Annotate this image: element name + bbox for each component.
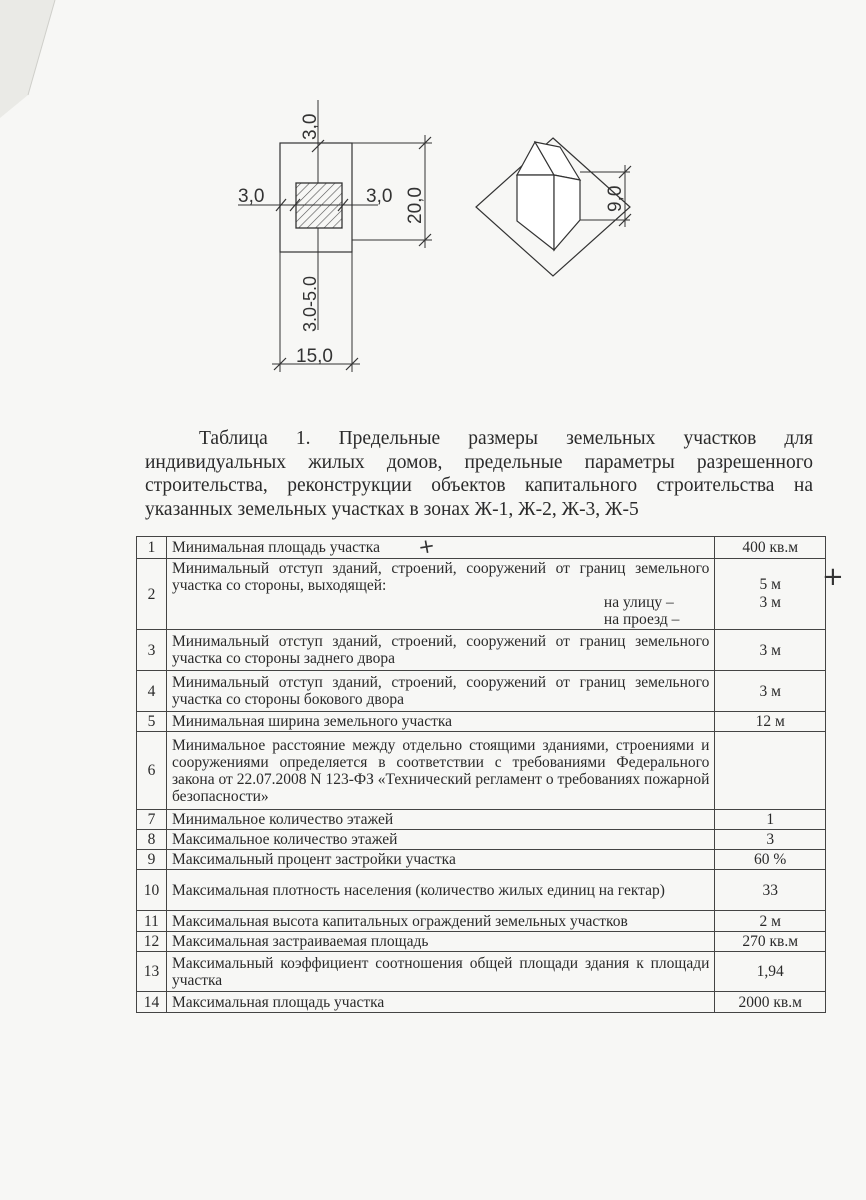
row-value: 1,94 <box>715 952 826 992</box>
table-row <box>137 630 826 671</box>
row-text: Минимальный отступ зданий, строений, сооружений от границ земельного участка со стороны заднего двора <box>166 630 714 671</box>
table-row <box>137 911 826 932</box>
table-row <box>137 732 826 810</box>
row-text: Максимальное количество этажей <box>166 830 714 850</box>
row-value <box>715 732 826 810</box>
row-value: 3 <box>715 830 826 850</box>
row-value: 2 м <box>715 911 826 932</box>
row-values <box>715 559 826 630</box>
row-number: 9 <box>137 850 167 870</box>
building-height-label: 9,0 <box>605 185 626 212</box>
row-number: 10 <box>137 870 167 911</box>
table-row <box>137 671 826 712</box>
row-text: Максимальный процент застройки участка <box>166 850 714 870</box>
row-number: 1 <box>137 537 167 559</box>
dim-width-label: 15,0 <box>296 346 333 367</box>
direction-driveway: на проезд – <box>603 611 680 628</box>
row-text: Минимальная площадь участка <box>166 537 714 559</box>
row-number: 5 <box>137 712 167 732</box>
row-value: 2000 кв.м <box>715 992 826 1013</box>
table-row <box>137 810 826 830</box>
direction-street: на улицу – <box>603 594 674 611</box>
row-text: Минимальный отступ зданий, строений, сооружений от границ земельного участка со стороны бокового двора <box>166 671 714 712</box>
value-driveway: 3 м <box>759 594 781 611</box>
row-number: 3 <box>137 630 167 671</box>
row-value: 270 кв.м <box>715 932 826 952</box>
row-value: 400 кв.м <box>715 537 826 559</box>
table-row <box>137 870 826 911</box>
table-row <box>137 932 826 952</box>
table-row <box>137 537 826 559</box>
handwritten-cross-mark: + <box>416 532 437 560</box>
row-number: 11 <box>137 911 167 932</box>
row-number: 14 <box>137 992 167 1013</box>
handwritten-cross-mark: + <box>822 562 844 592</box>
row-text: Минимальная ширина земельного участка <box>166 712 714 732</box>
row-value: 12 м <box>715 712 826 732</box>
row-number: 4 <box>137 671 167 712</box>
dim-left-label: 3,0 <box>238 186 265 207</box>
table-row <box>137 830 826 850</box>
row-value: 33 <box>715 870 826 911</box>
row-value: 1 <box>715 810 826 830</box>
direction-list <box>604 594 709 628</box>
row-sub-directions <box>172 594 709 628</box>
row-value: 60 % <box>715 850 826 870</box>
row-text: Максимальная высота капитальных ограждений земельных участков <box>166 911 714 932</box>
dim-top-label: 3,0 <box>300 113 321 140</box>
building-height-diagram <box>470 125 640 285</box>
folded-corner <box>0 0 60 120</box>
row-number: 12 <box>137 932 167 952</box>
parameters-table <box>136 536 826 1013</box>
row-text: Минимальное количество этажей <box>166 810 714 830</box>
dim-bottom-label: 3.0-5.0 <box>300 275 320 332</box>
row-value: 3 м <box>715 671 826 712</box>
table-row <box>137 952 826 992</box>
dim-right-label: 3,0 <box>366 186 393 207</box>
row-text: Минимальное расстояние между отдельно стоящими зданиями, строениями и сооружениями определяется в соответствии с требованиями Федерального закона от 22.07.2008 N 123-ФЗ «Технический регламент о требованиях пожарной безопасности» <box>166 732 714 810</box>
row-number: 8 <box>137 830 167 850</box>
dim-height-label: 20,0 <box>405 187 426 224</box>
row-number: 6 <box>137 732 167 810</box>
table-row <box>137 850 826 870</box>
value-street: 5 м <box>759 576 781 593</box>
row-text: Максимальная плотность населения (количество жилых единиц на гектар) <box>166 870 714 911</box>
row-text-cell <box>166 559 714 630</box>
row-text: Максимальный коэффициент соотношения общей площади здания к площади участка <box>166 952 714 992</box>
table-row <box>137 712 826 732</box>
row-number: 13 <box>137 952 167 992</box>
row-number: 7 <box>137 810 167 830</box>
row-number: 2 <box>137 559 167 630</box>
table-caption: Таблица 1. Предельные размеры земельных участков для индивидуальных жилых домов, предельные параметры разрешенного строительства, реконструкции объектов капитального строительства на указанных земельных участках в зонах Ж-1, Ж-2, Ж-3, Ж-5 <box>145 428 813 520</box>
row-value: 3 м <box>715 630 826 671</box>
table-row <box>137 559 826 630</box>
row-text: Максимальная площадь участка <box>166 992 714 1013</box>
table-row <box>137 992 826 1013</box>
plot-setback-diagram <box>220 95 450 380</box>
row-text: Минимальный отступ зданий, строений, сооружений от границ земельного участка со стороны, выходящей: <box>171 560 710 594</box>
row-text: Максимальная застраиваемая площадь <box>166 932 714 952</box>
